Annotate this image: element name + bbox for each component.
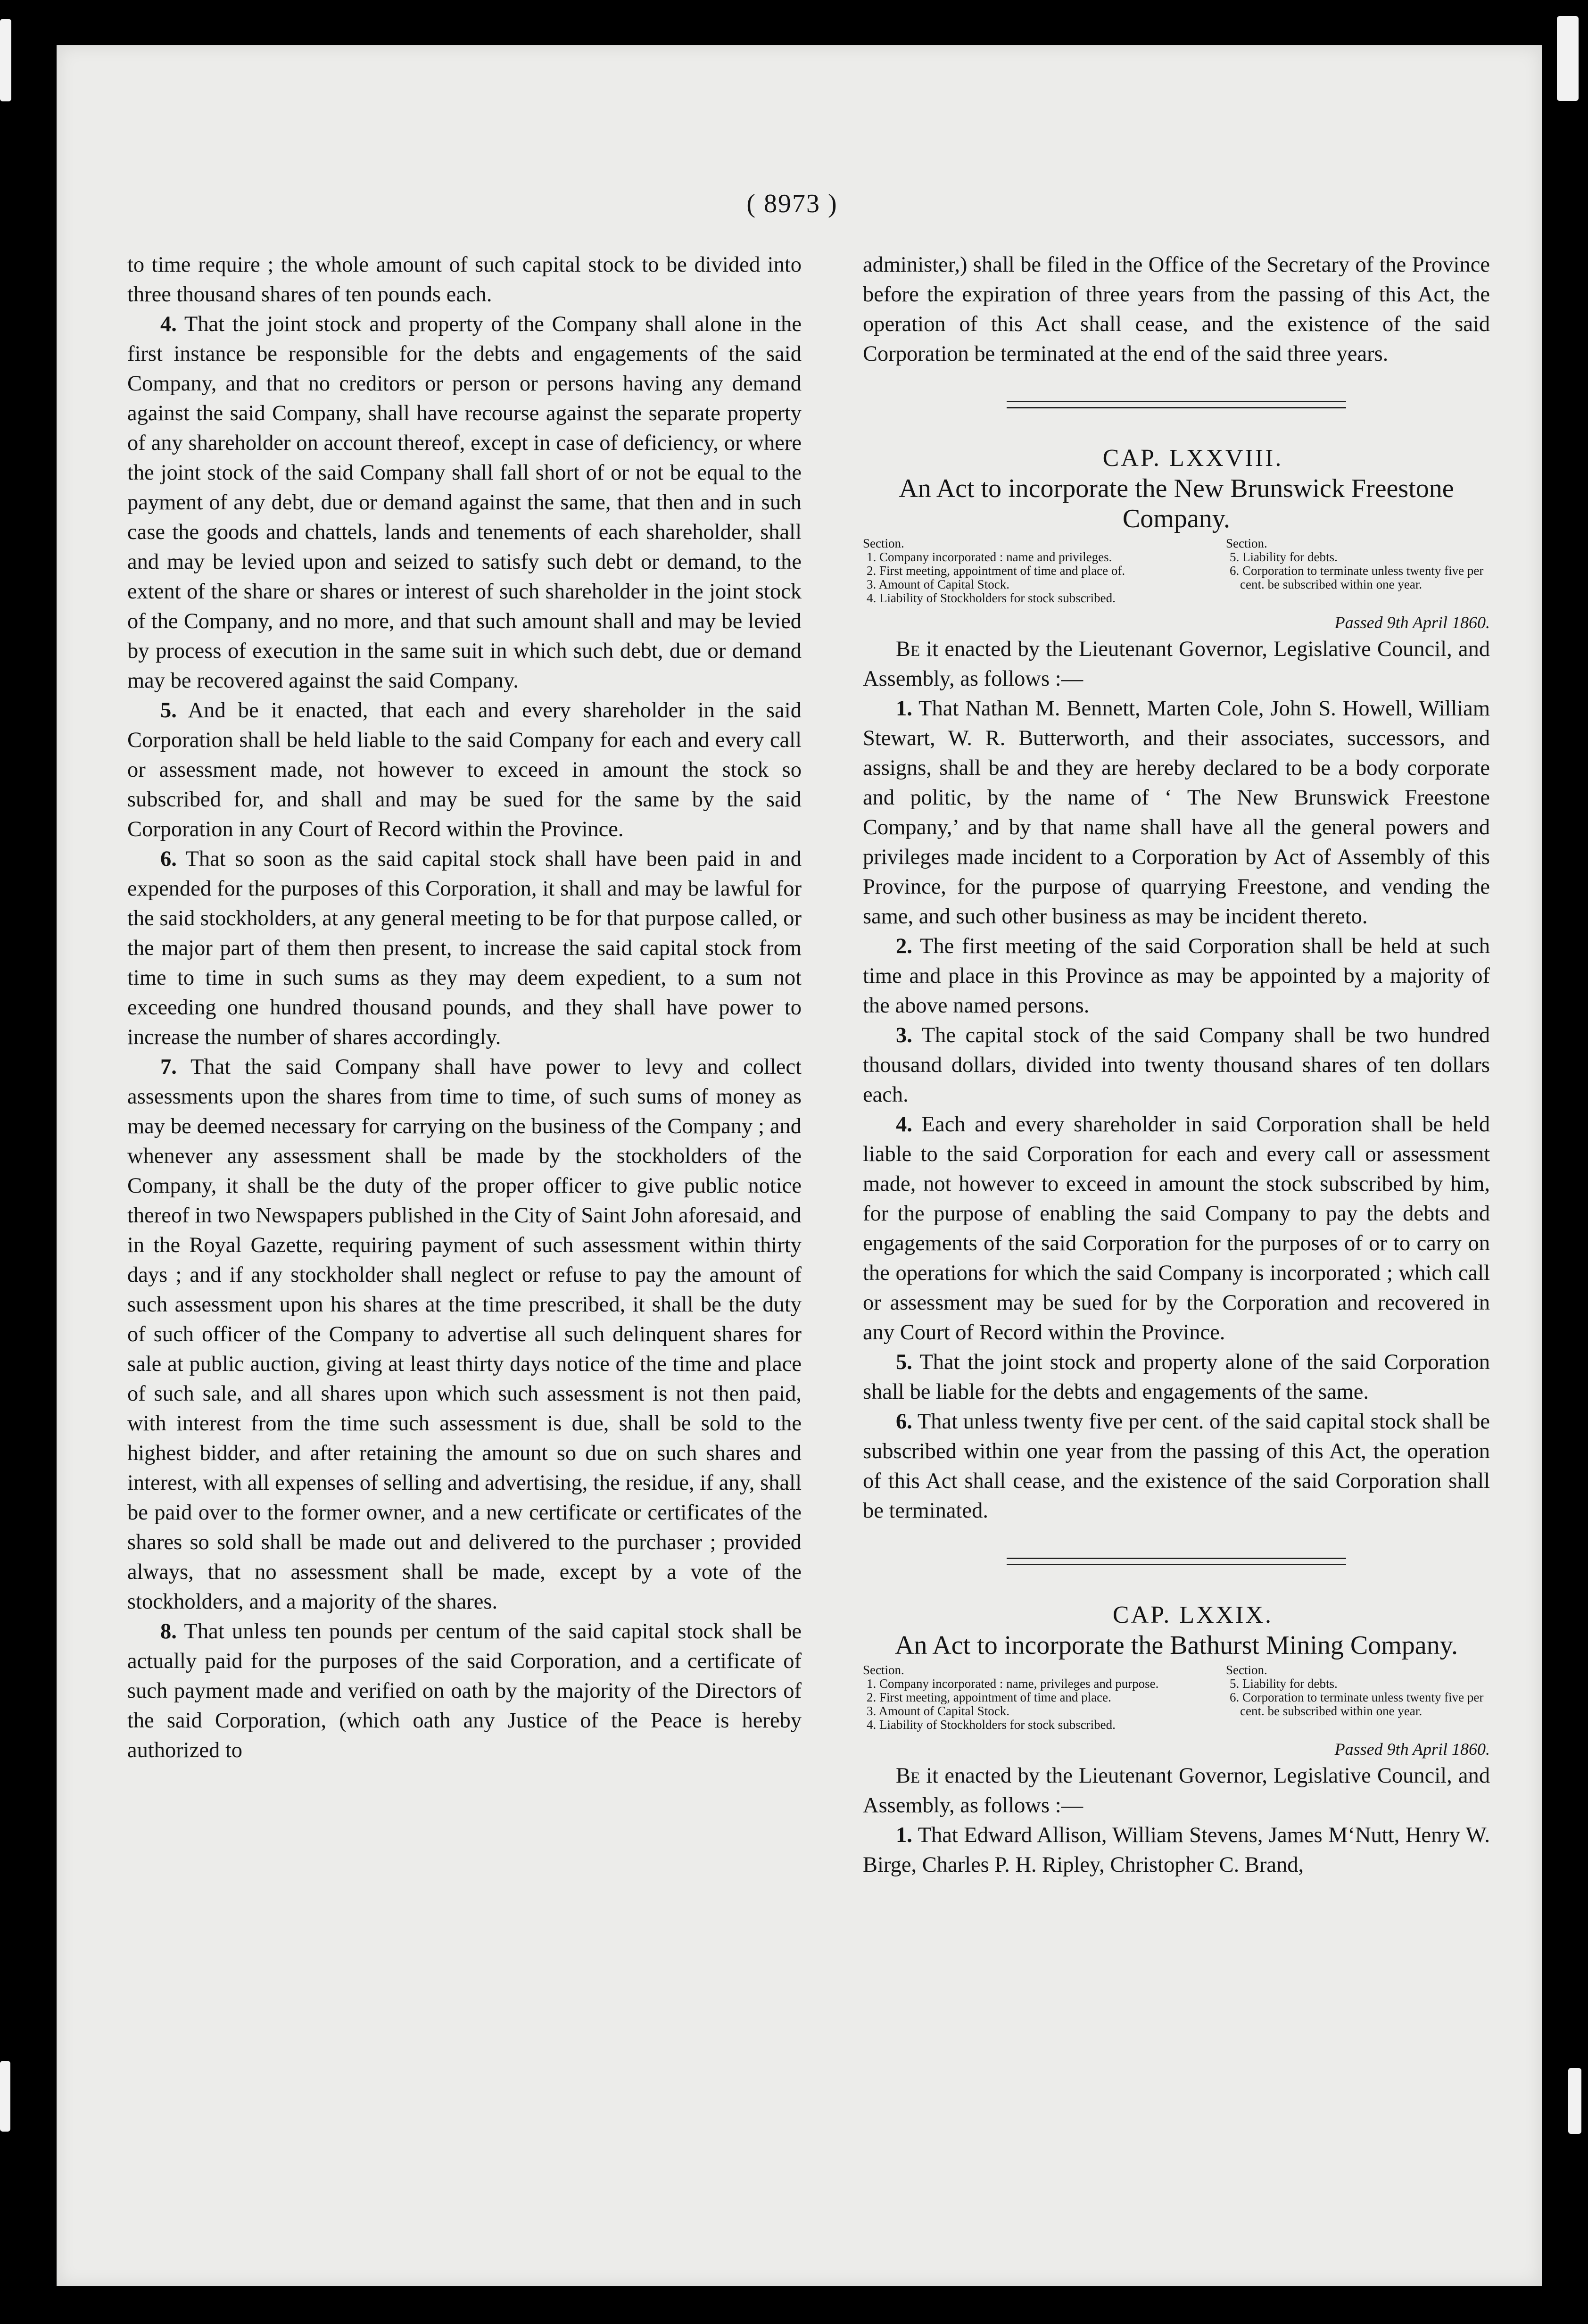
contents-heading: Section. (1226, 1663, 1267, 1677)
section-divider (1007, 401, 1346, 408)
contents-heading: Section. (863, 1663, 904, 1677)
section-6: 6. That so soon as the said capital stock shall have been paid in and expended for the purposes of this Corporation, it shall and may be lawful for the said stockholders, at any general meeting to be for that purpose called, or the major part of them then present, to increase the said capital stock from time to time in such sums as they may deem expedient, to a sum not exceeding one hundred thousand pounds, and they shall have power to increase the number of shares accordingly. (127, 847, 802, 1049)
contents-item: 6. Corporation to terminate unless twenty five per cent. be subscribed within one year. (1230, 1690, 1484, 1718)
contents-item: 1. Company incorporated : name and privileges. (867, 550, 1112, 564)
contents-item: 2. First meeting, appointment of time and place. (867, 1690, 1111, 1704)
contents-item: 3. Amount of Capital Stock. (867, 1704, 1009, 1718)
contents-item: 6. Corporation to terminate unless twenty five per cent. be subscribed within one year. (1230, 564, 1484, 591)
scan-edge-mark (1568, 2068, 1581, 2134)
contents-item: 5. Liability for debts. (1230, 1677, 1338, 1691)
contents-heading: Section. (863, 536, 904, 550)
section-1: 1. That Nathan M. Bennett, Marten Cole, John S. Howell, William Stewart, W. R. Butterworth, and their associates, successors, and assigns, shall be and they are hereby declared to be a body corporate and politic, by the name of ‘ The New Brunswick Freestone Company,’ and by that name shall have all the general powers and privileges made incident to a Corporation by Act of Assembly of this Province, for the purpose of quarrying Freestone, and vending the same, and such other business as may be incident thereto. (863, 697, 1490, 929)
paragraph: administer,) shall be filed in the Office of the Secretary of the Province before the expiration of three years from the passing of this Act, the operation of this Act shall cease, and the existence of the said Corporation be terminated at the end of the said three years. (863, 253, 1490, 366)
act-title: An Act to incorporate the Bathurst Mining Company. (895, 1631, 1458, 1660)
contents-heading: Section. (1226, 536, 1267, 550)
section-4: 4. That the joint stock and property of the Company shall alone in the first instance be responsible for the debts and engagements of the said Company, and that no creditors or person or persons having any demand against the said Company, shall have recourse against the separate property of any shareholder on account thereof, except in case of deficiency, or where the joint stock of the said Company shall fall short of or not be equal to the payment of any debt, due or demand against the same, that then and in such case the goods and chattels, lands and tenements of each shareholder, shall and may be levied upon and seized to satisfy such debt or demand, to the extent of the share or shares or interest of such shareholder in the joint stock of the Company, and no more, and that such amount shall and may be levied by process of execution in the same suit in which such debt, due or demand may be recovered against the said Company. (127, 312, 802, 693)
contents-item: 4. Liability of Stockholders for stock subscribed. (867, 1718, 1116, 1732)
page-number: ( 8973 ) (746, 189, 838, 218)
right-column (863, 250, 1490, 1880)
section-1: 1. That Edward Allison, William Stevens, James M‘Nutt, Henry W. Birge, Charles P. H. Ripley, Christopher C. Brand, (863, 1823, 1490, 1877)
section-5: 5. That the joint stock and property alone of the said Corporation shall be liable for the debts and engagements of the same. (863, 1350, 1490, 1404)
contents-item: 3. Amount of Capital Stock. (867, 577, 1009, 591)
enacting-clause: Be it enacted by the Lieutenant Governor, Legislative Council, and Assembly, as follows :— (863, 1764, 1490, 1818)
chapter-heading: CAP. LXXIX. (1112, 1602, 1274, 1628)
contents-item: 1. Company incorporated : name, privileges and purpose. (867, 1677, 1159, 1691)
section-2: 2. The first meeting of the said Corporation shall be held at such time and place in this Province as may be appointed by a majority of the above named persons. (863, 934, 1490, 1018)
chapter-heading: CAP. LXXVIII. (1102, 445, 1283, 472)
left-column (127, 250, 802, 1765)
contents-item: 4. Liability of Stockholders for stock subscribed. (867, 591, 1116, 605)
section-5: 5. And be it enacted, that each and every shareholder in the said Corporation shall be held liable to the said Company for each and every call or assessment made, not however to exceed in amount the stock so subscribed for, and shall and may be sued for the same by the said Corporation in any Court of Record within the Province. (127, 698, 802, 841)
section-7: 7. That the said Company shall have power to levy and collect assessments upon the shares from time to time, of such sums of money as may be deemed necessary for carrying on the business of the Company ; and whenever any assessment shall be made by the stockholders of the Company, it shall be the duty of the proper officer to give public notice thereof in two Newspapers published in the City of Saint John aforesaid, and in the Royal Gazette, requiring payment of such assessment within thirty days ; and if any stockholder shall neglect or refuse to pay the amount of such assessment upon his shares at the time prescribed, it shall be the duty of such officer of the Company to advertise all such delinquent shares for sale at public auction, giving at least thirty days notice of the time and place of such sale, and all shares upon which such assessment is not then paid, with interest from the time such assessment is due, shall be sold to the highest bidder, and after retaining the amount so due on such shares and interest, with all expenses of selling and advertising, the residue, if any, shall be paid over to the former owner, and a new certificate or certificates of the shares so sold shall be made out and delivered to the purchaser ; provided always, that no assessment shall be made, except by a vote of the stockholders, and a majority of the shares. (127, 1055, 802, 1614)
section-4: 4. Each and every shareholder in said Corporation shall be held liable to the said Corporation for each and every call or assessment made, not however to exceed in amount the stock subscribed by him, for the purpose of enabling the said Company to pay the debts and engagements of the said Corporation for the purposes of or to carry on the operations for which the said Company is incorporated ; which call or assessment may be sued for by the Corporation and recovered in any Court of Record within the Province. (863, 1112, 1490, 1345)
contents-item: 5. Liability for debts. (1230, 550, 1338, 564)
passed-date: Passed 9th April 1860. (1334, 1740, 1490, 1759)
section-divider (1007, 1558, 1346, 1565)
scan-edge-mark (0, 19, 11, 101)
passed-date: Passed 9th April 1860. (1334, 613, 1490, 632)
section-contents (863, 1663, 1490, 1732)
section-8: 8. That unless ten pounds per centum of the said capital stock shall be actually paid for the purposes of the said Corporation, and a certificate of such payment made and verified on oath by the majority of the Directors of the said Corporation, (which oath any Justice of the Peace is hereby authorized to (127, 1619, 802, 1762)
enacting-clause: Be it enacted by the Lieutenant Governor, Legislative Council, and Assembly, as follows :— (863, 637, 1490, 691)
section-3: 3. The capital stock of the said Company shall be two hundred thousand dollars, divided into twenty thousand shares of ten dollars each. (863, 1023, 1490, 1107)
paragraph: to time require ; the whole amount of such capital stock to be divided into three thousand shares of ten pounds each. (127, 253, 802, 307)
act-title: An Act to incorporate the New Brunswick Freestone Company. (899, 474, 1454, 533)
section-contents (863, 537, 1490, 605)
contents-item: 2. First meeting, appointment of time and place of. (867, 564, 1125, 578)
section-6: 6. That unless twenty five per cent. of the said capital stock shall be subscribed within one year from the passing of this Act, the operation of this Act shall cease, and the existence of the said Corporation shall be terminated. (863, 1410, 1490, 1523)
scan-edge-mark (1557, 16, 1579, 101)
scan-edge-mark (0, 2061, 10, 2132)
